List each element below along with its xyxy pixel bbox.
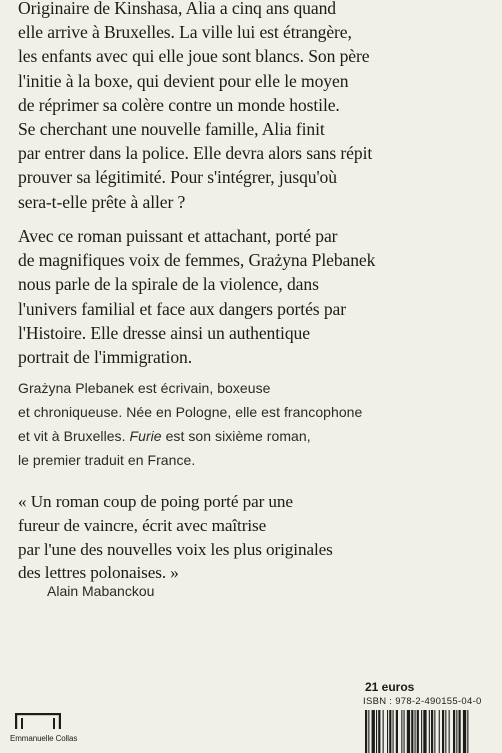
praise-paragraph — [18, 224, 488, 369]
praise-line: Avec ce roman puissant et attachant, porté par — [18, 226, 338, 246]
publisher-name: Emmanuelle Collas — [10, 734, 78, 743]
synopsis-line: de réprimer sa colère contre un monde hostile. — [18, 94, 340, 115]
synopsis-line: sera-t-elle prête à aller ? — [18, 191, 186, 212]
synopsis-line: par entrer dans la police. Elle devra alors sans répit — [18, 143, 373, 164]
quote-line: « Un roman coup de poing porté par une — [18, 492, 293, 511]
publisher-logo — [10, 712, 78, 746]
author-bio — [18, 376, 488, 472]
price-label: 21 euros — [365, 680, 415, 694]
praise-line: portrait de l'immigration. — [18, 347, 193, 368]
praise-line: de magnifiques voix de femmes, Grażyna Plebanek — [18, 250, 376, 271]
bio-line: et chroniqueuse. Née en Pologne, elle est francophone — [18, 404, 363, 420]
quote-line: par l'une des nouvelles voix les plus originales — [18, 539, 333, 559]
praise-line: l'univers familial et face aux dangers portés par — [18, 298, 347, 319]
praise-line: l'Histoire. Elle dresse ainsi un authentique — [18, 322, 310, 343]
isbn-barcode — [361, 710, 502, 753]
praise-line: nous parle de la spirale de la violence, dans — [18, 274, 319, 295]
quote-line: des lettres polonaises. » — [18, 563, 179, 583]
synopsis-paragraph — [18, 0, 488, 214]
isbn-number: ISBN : 978-2-490155-04-0 — [363, 696, 482, 707]
book-title-italic: Furie — [129, 428, 162, 444]
synopsis-line: elle arrive à Bruxelles. La ville lui est étrangère, — [18, 22, 352, 43]
press-quote — [18, 490, 488, 585]
bio-line: le premier traduit en France. — [18, 452, 196, 468]
publisher-logo-icon — [13, 712, 63, 730]
bio-text: et vit à Bruxelles. — [18, 428, 130, 444]
quote-attribution: Alain Mabanckou — [47, 583, 155, 599]
synopsis-line: les enfants avec qui elle joue sont blancs. Son père — [18, 46, 370, 67]
quote-line: fureur de vaincre, écrit avec maîtrise — [18, 515, 267, 535]
synopsis-line: Se cherchant une nouvelle famille, Alia finit — [18, 119, 325, 140]
synopsis-line: l'initie à la boxe, qui devient pour elle le moyen — [18, 70, 349, 91]
bio-line — [18, 424, 488, 448]
bio-line: Grażyna Plebanek est écrivain, boxeuse — [18, 380, 271, 396]
bio-text: est son sixième roman, — [161, 428, 311, 444]
synopsis-line: Originaire de Kinshasa, Alia a cinq ans quand — [18, 0, 336, 18]
synopsis-line: prouver sa légitimité. Pour s'intégrer, jusqu'où — [18, 167, 337, 188]
